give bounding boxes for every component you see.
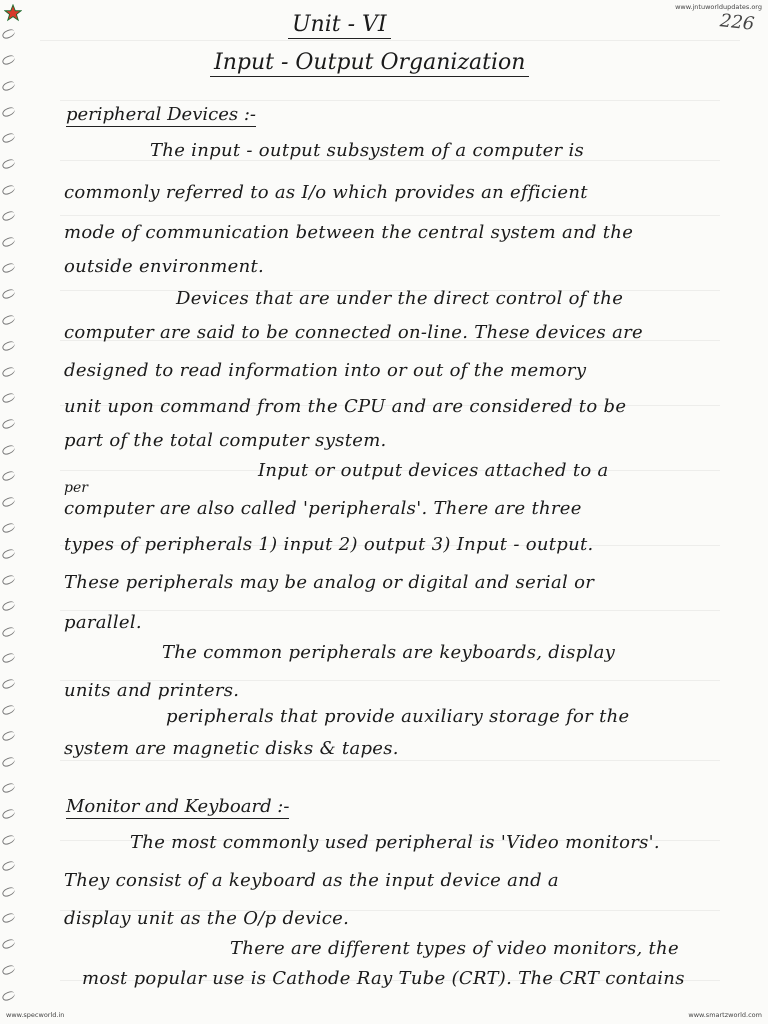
watermark-bottom-right: www.smartzworld.com — [688, 1011, 762, 1019]
text-line: computer are also called 'peripherals'. There are three — [64, 498, 582, 519]
text-line: commonly referred to as I/o which provides an efficient — [64, 182, 588, 203]
watermark-top-right: www.jntuworldupdates.org — [675, 3, 762, 11]
section-heading-monitor-keyboard: Monitor and Keyboard :- — [66, 796, 290, 817]
text-line: There are different types of video monitors, the — [230, 938, 679, 959]
spiral-ring — [1, 80, 16, 93]
text-line: display unit as the O/p device. — [64, 908, 350, 929]
spiral-ring — [1, 392, 16, 405]
text-line: designed to read information into or out of the memory — [64, 360, 587, 381]
page-number: 226 — [718, 10, 756, 35]
spiral-ring — [1, 470, 16, 483]
spiral-ring — [1, 808, 16, 821]
spiral-ring — [1, 756, 16, 769]
text-line: outside environment. — [64, 256, 265, 277]
text-line: units and printers. — [64, 680, 240, 701]
star-logo-icon — [4, 4, 22, 22]
spiral-ring — [1, 548, 16, 561]
section-heading-peripheral-devices: peripheral Devices :- — [66, 104, 256, 125]
spiral-ring — [1, 184, 16, 197]
text-line: mode of communication between the central system and the — [64, 222, 634, 243]
spiral-ring — [1, 652, 16, 665]
inserted-note: per — [64, 480, 88, 496]
spiral-ring — [1, 28, 16, 41]
text-line: unit upon command from the CPU and are considered to be — [64, 396, 627, 417]
spiral-ring — [1, 288, 16, 301]
spiral-ring — [1, 496, 16, 509]
spiral-ring — [1, 834, 16, 847]
spiral-ring — [1, 860, 16, 873]
spiral-ring — [1, 626, 16, 639]
spiral-ring — [1, 678, 16, 691]
text-line: These peripherals may be analog or digital and serial or — [64, 572, 595, 593]
spiral-ring — [1, 730, 16, 743]
spiral-ring — [1, 106, 16, 119]
spiral-ring — [1, 886, 16, 899]
spiral-ring — [1, 314, 16, 327]
spiral-ring — [1, 54, 16, 67]
spiral-ring — [1, 444, 16, 457]
spiral-ring — [1, 522, 16, 535]
page-title: Input - Output Organization — [210, 50, 529, 77]
text-line: most popular use is Cathode Ray Tube (CRT). The CRT contains — [82, 968, 685, 989]
spiral-ring — [1, 938, 16, 951]
spiral-ring — [1, 210, 16, 223]
text-line: They consist of a keyboard as the input device and a — [64, 870, 559, 891]
spiral-ring — [1, 704, 16, 717]
text-line: system are magnetic disks & tapes. — [64, 738, 399, 759]
spiral-ring — [1, 418, 16, 431]
spiral-ring — [1, 782, 16, 795]
spiral-ring — [1, 262, 16, 275]
text-line: The most commonly used peripheral is 'Video monitors'. — [130, 832, 660, 853]
text-line: computer are said to be connected on-line. These devices are — [64, 322, 644, 343]
text-line: types of peripherals 1) input 2) output 3) Input - output. — [64, 534, 594, 555]
spiral-ring — [1, 132, 16, 145]
spiral-ring — [1, 158, 16, 171]
spiral-ring — [1, 964, 16, 977]
text-line: Devices that are under the direct control of the — [176, 288, 624, 309]
spiral-ring — [1, 912, 16, 925]
text-line: The common peripherals are keyboards, display — [162, 642, 616, 663]
spiral-binding — [2, 30, 16, 1020]
text-line: The input - output subsystem of a computer is — [150, 140, 585, 161]
text-line: part of the total computer system. — [64, 430, 387, 451]
text-line: Input or output devices attached to a — [258, 460, 609, 481]
unit-title: Unit - VI — [288, 12, 391, 39]
spiral-ring — [1, 990, 16, 1003]
watermark-bottom-left: www.specworld.in — [6, 1011, 65, 1019]
text-line: peripherals that provide auxiliary storage for the — [166, 706, 630, 727]
text-line: parallel. — [64, 612, 142, 633]
spiral-ring — [1, 340, 16, 353]
spiral-ring — [1, 236, 16, 249]
spiral-ring — [1, 600, 16, 613]
spiral-ring — [1, 574, 16, 587]
spiral-ring — [1, 366, 16, 379]
